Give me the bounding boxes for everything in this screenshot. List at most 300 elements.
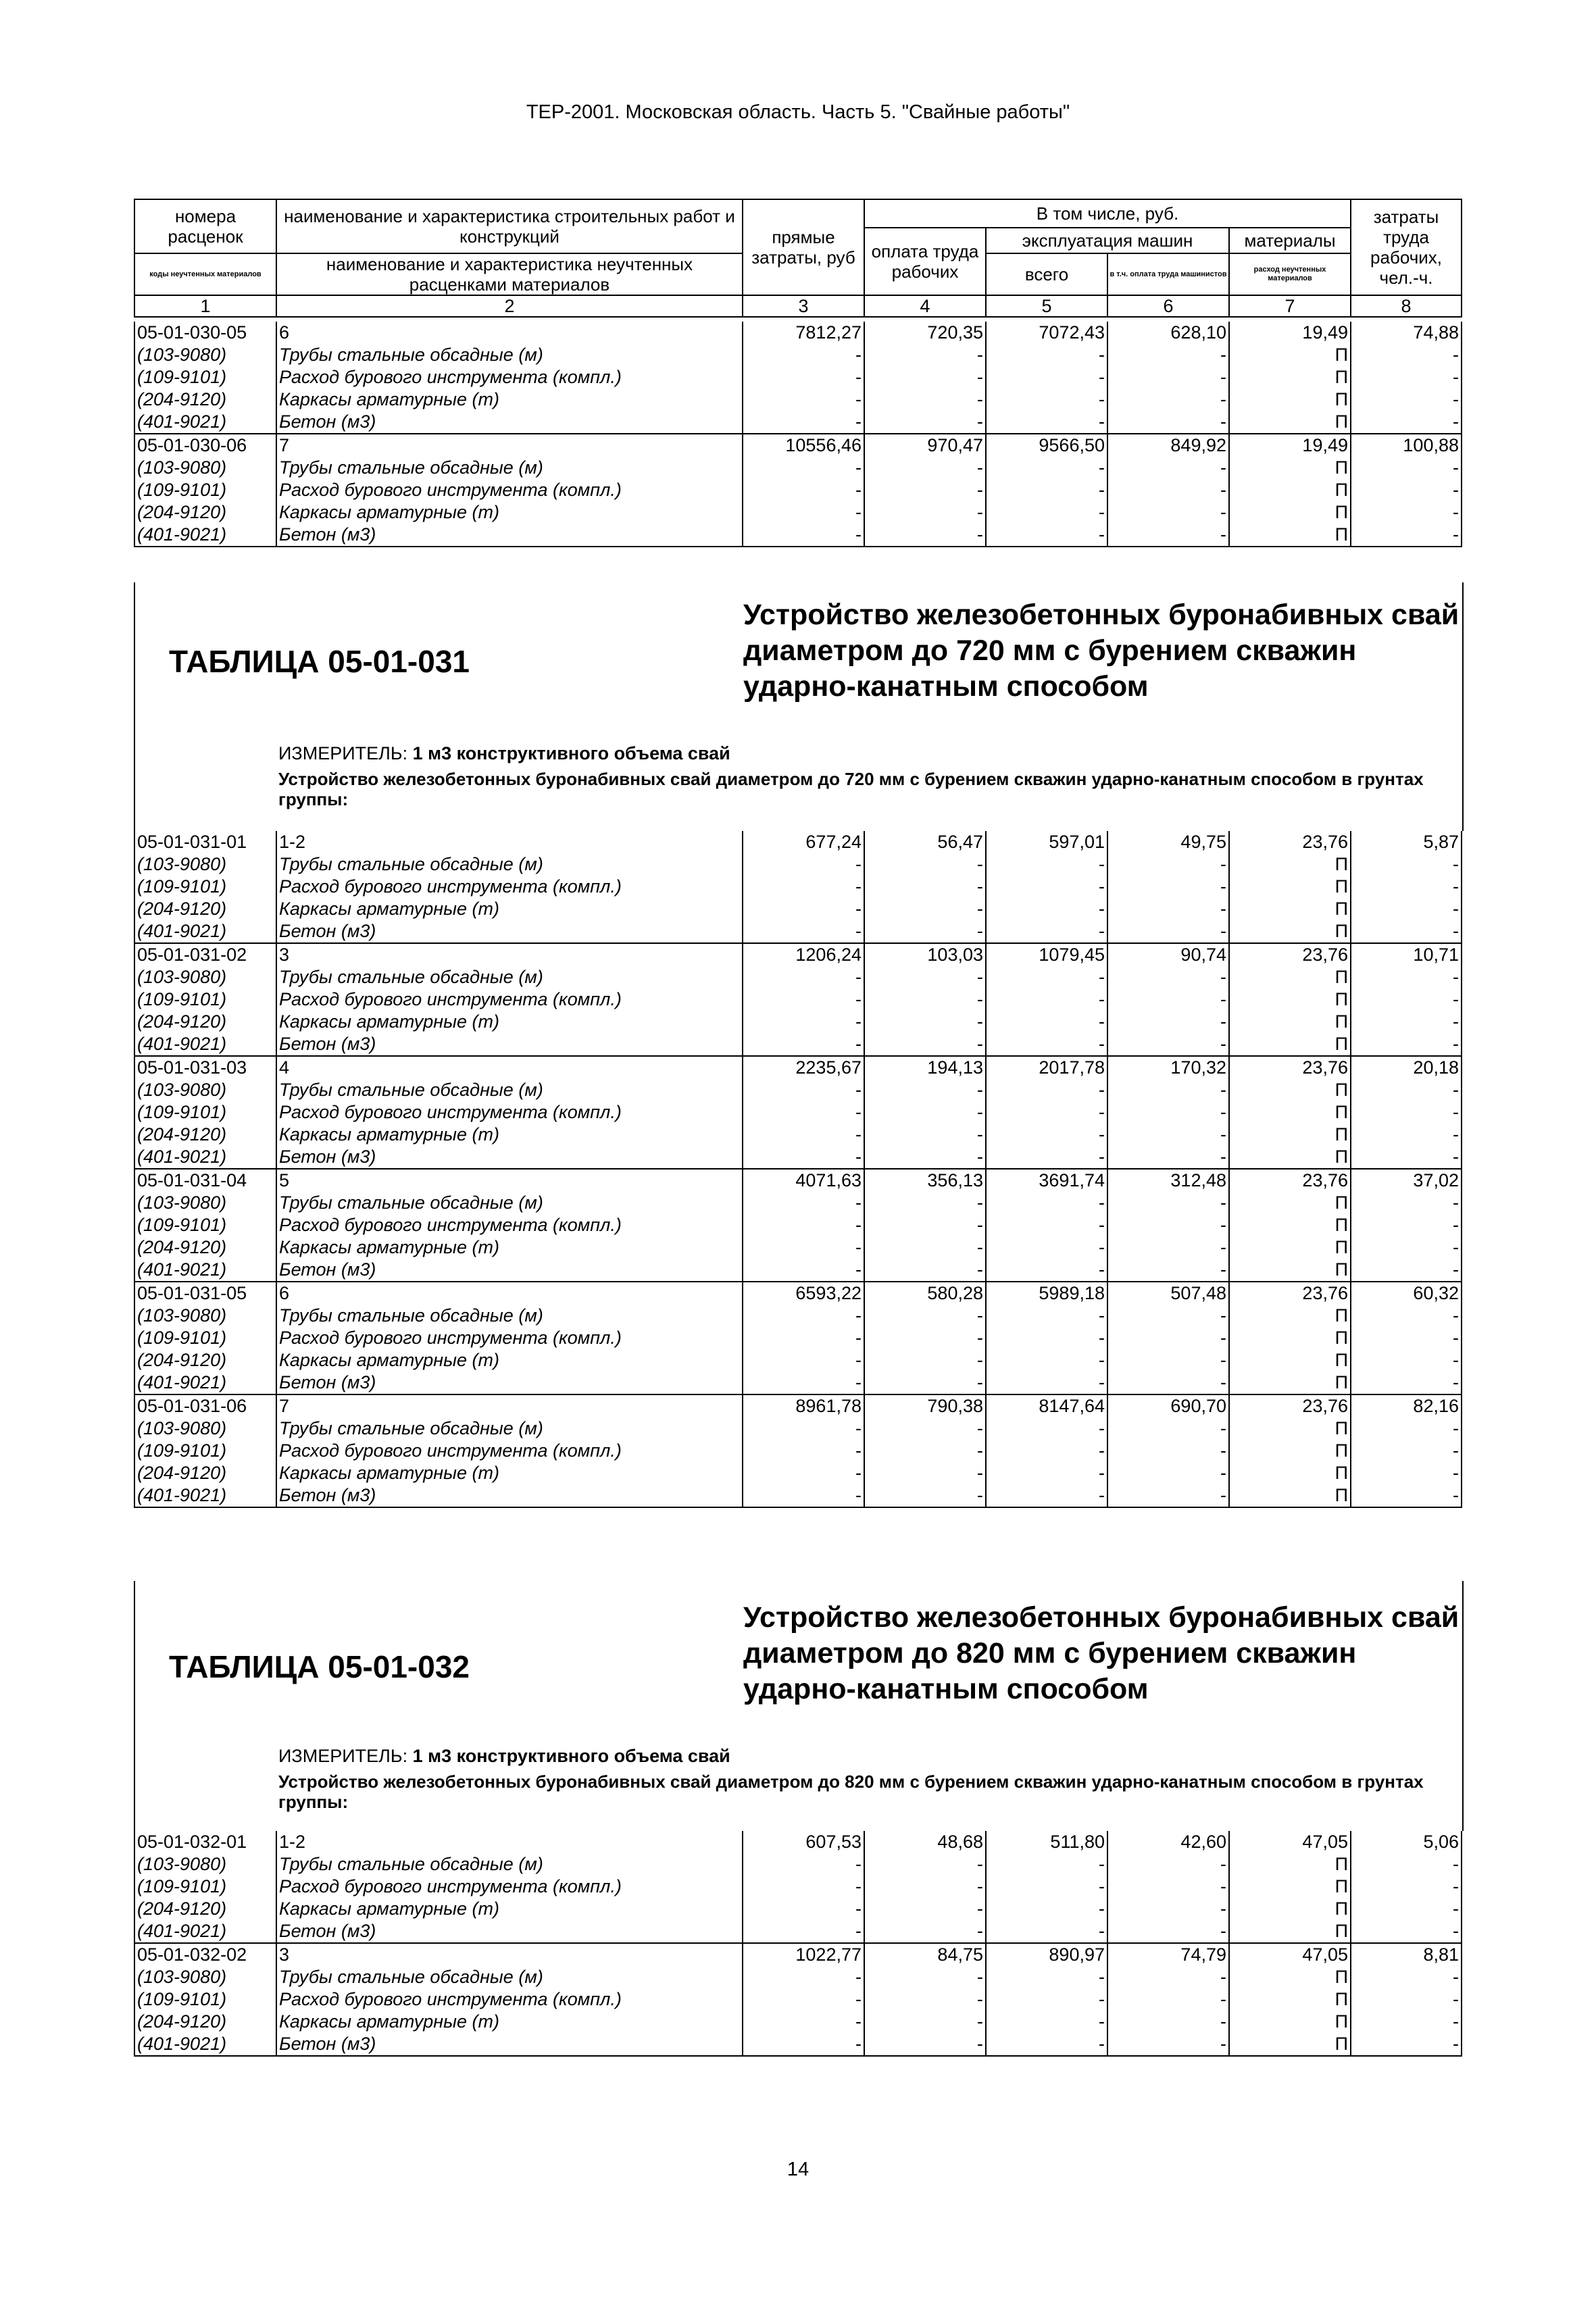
machines-total: 597,01 bbox=[986, 831, 1107, 853]
materials-mark: П bbox=[1229, 1146, 1351, 1169]
empty-value: - bbox=[1107, 344, 1229, 366]
resource-name: Каркасы арматурные (т) bbox=[276, 1236, 743, 1259]
resource-code: (109-9101) bbox=[134, 366, 276, 388]
resource-row bbox=[134, 1462, 1462, 1484]
empty-value: - bbox=[1107, 1372, 1229, 1394]
empty-value: - bbox=[986, 457, 1107, 479]
empty-value: - bbox=[1107, 1966, 1229, 1988]
materials-mark: П bbox=[1229, 876, 1351, 898]
rate-name: 7 bbox=[276, 1394, 743, 1417]
empty-value: - bbox=[743, 1192, 864, 1214]
empty-value: - bbox=[986, 1327, 1107, 1349]
empty-value: - bbox=[1351, 1192, 1462, 1214]
empty-value: - bbox=[743, 2011, 864, 2033]
resource-name: Расход бурового инструмента (компл.) bbox=[276, 1101, 743, 1124]
resource-row bbox=[134, 1440, 1462, 1462]
empty-value: - bbox=[1351, 1462, 1462, 1484]
section-05-01-031 bbox=[134, 582, 1464, 831]
direct-cost: 1206,24 bbox=[743, 943, 864, 966]
empty-value: - bbox=[986, 1349, 1107, 1372]
resource-row bbox=[134, 501, 1462, 524]
empty-value: - bbox=[986, 344, 1107, 366]
col-index: 4 bbox=[864, 295, 986, 317]
machines-total: 8147,64 bbox=[986, 1394, 1107, 1417]
resource-name: Бетон (м3) bbox=[276, 920, 743, 943]
empty-value: - bbox=[1107, 457, 1229, 479]
empty-value: - bbox=[864, 1079, 986, 1101]
empty-value: - bbox=[1351, 1920, 1462, 1943]
materials-mark: П bbox=[1229, 1214, 1351, 1236]
empty-value: - bbox=[1107, 1146, 1229, 1169]
empty-value: - bbox=[1107, 411, 1229, 434]
empty-value: - bbox=[986, 1259, 1107, 1282]
empty-value: - bbox=[743, 1349, 864, 1372]
empty-value: - bbox=[743, 1853, 864, 1876]
empty-value: - bbox=[986, 1192, 1107, 1214]
empty-value: - bbox=[1351, 898, 1462, 920]
resource-name: Расход бурового инструмента (компл.) bbox=[276, 1327, 743, 1349]
resource-code: (103-9080) bbox=[134, 1853, 276, 1876]
materials-mark: П bbox=[1229, 898, 1351, 920]
empty-value: - bbox=[1351, 2033, 1462, 2056]
empty-value: - bbox=[986, 501, 1107, 524]
rate-row bbox=[134, 434, 1462, 457]
labor-cost: 5,87 bbox=[1351, 831, 1462, 853]
machines-labor-pay: 170,32 bbox=[1107, 1056, 1229, 1079]
resource-code: (109-9101) bbox=[134, 479, 276, 501]
materials-mark: П bbox=[1229, 388, 1351, 411]
empty-value: - bbox=[864, 1898, 986, 1920]
resource-name: Каркасы арматурные (т) bbox=[276, 1011, 743, 1033]
empty-value: - bbox=[986, 1146, 1107, 1169]
empty-value: - bbox=[864, 1876, 986, 1898]
resource-code: (103-9080) bbox=[134, 457, 276, 479]
empty-value: - bbox=[1351, 344, 1462, 366]
col-index: 8 bbox=[1351, 295, 1462, 317]
direct-cost: 607,53 bbox=[743, 1831, 864, 1853]
resource-row bbox=[134, 1988, 1462, 2011]
empty-value: - bbox=[1107, 1214, 1229, 1236]
empty-value: - bbox=[986, 966, 1107, 988]
resource-code: (401-9021) bbox=[134, 1259, 276, 1282]
empty-value: - bbox=[1107, 988, 1229, 1011]
empty-value: - bbox=[1351, 1124, 1462, 1146]
resource-row bbox=[134, 1349, 1462, 1372]
materials-mark: П bbox=[1229, 457, 1351, 479]
empty-value: - bbox=[743, 388, 864, 411]
resource-name: Трубы стальные обсадные (м) bbox=[276, 344, 743, 366]
empty-value: - bbox=[1351, 411, 1462, 434]
col-codes-subheader: коды неучтенных материалов bbox=[134, 253, 276, 295]
empty-value: - bbox=[1351, 1417, 1462, 1440]
empty-value: - bbox=[743, 501, 864, 524]
empty-value: - bbox=[743, 1462, 864, 1484]
labor-pay: 970,47 bbox=[864, 434, 986, 457]
resource-row bbox=[134, 1327, 1462, 1349]
resource-row bbox=[134, 366, 1462, 388]
measure-line bbox=[278, 1746, 730, 1767]
machines-labor-pay: 507,48 bbox=[1107, 1282, 1229, 1305]
empty-value: - bbox=[743, 1033, 864, 1056]
resource-name: Расход бурового инструмента (компл.) bbox=[276, 1988, 743, 2011]
empty-value: - bbox=[986, 2033, 1107, 2056]
materials: 19,49 bbox=[1229, 322, 1351, 344]
empty-value: - bbox=[864, 988, 986, 1011]
materials-mark: П bbox=[1229, 1372, 1351, 1394]
section-description: Устройство железобетонных буронабивных свай диаметром до 720 мм с бурением скважин ударно-канатным способом в грунтах группы: bbox=[278, 769, 1424, 809]
resource-row bbox=[134, 1417, 1462, 1440]
empty-value: - bbox=[1107, 2011, 1229, 2033]
resource-name: Каркасы арматурные (т) bbox=[276, 1124, 743, 1146]
empty-value: - bbox=[1107, 2033, 1229, 2056]
empty-value: - bbox=[864, 853, 986, 876]
empty-value: - bbox=[864, 1101, 986, 1124]
empty-value: - bbox=[986, 898, 1107, 920]
measure-value: 1 м3 конструктивного объема свай bbox=[412, 1746, 730, 1766]
resource-code: (401-9021) bbox=[134, 1372, 276, 1394]
empty-value: - bbox=[1107, 1192, 1229, 1214]
empty-value: - bbox=[743, 1305, 864, 1327]
empty-value: - bbox=[1351, 1440, 1462, 1462]
materials-mark: П bbox=[1229, 1920, 1351, 1943]
rate-row bbox=[134, 1831, 1462, 1853]
resource-code: (103-9080) bbox=[134, 1966, 276, 1988]
rate-name: 3 bbox=[276, 1943, 743, 1966]
resource-code: (401-9021) bbox=[134, 920, 276, 943]
resource-row bbox=[134, 1898, 1462, 1920]
labor-pay: 194,13 bbox=[864, 1056, 986, 1079]
empty-value: - bbox=[986, 1236, 1107, 1259]
resource-row bbox=[134, 1236, 1462, 1259]
empty-value: - bbox=[864, 1033, 986, 1056]
empty-value: - bbox=[743, 457, 864, 479]
empty-value: - bbox=[986, 1033, 1107, 1056]
col-name-header: наименование и характеристика строительных работ и конструкций bbox=[276, 199, 743, 253]
empty-value: - bbox=[986, 479, 1107, 501]
resource-code: (109-9101) bbox=[134, 988, 276, 1011]
empty-value: - bbox=[1107, 524, 1229, 547]
machines-total: 890,97 bbox=[986, 1943, 1107, 1966]
machines-total: 2017,78 bbox=[986, 1056, 1107, 1079]
rate-code: 05-01-031-01 bbox=[134, 831, 276, 853]
empty-value: - bbox=[743, 1966, 864, 1988]
resource-name: Трубы стальные обсадные (м) bbox=[276, 966, 743, 988]
empty-value: - bbox=[986, 1440, 1107, 1462]
rate-code: 05-01-031-06 bbox=[134, 1394, 276, 1417]
rate-code: 05-01-031-05 bbox=[134, 1282, 276, 1305]
empty-value: - bbox=[743, 1484, 864, 1507]
resource-code: (204-9120) bbox=[134, 1124, 276, 1146]
rate-row bbox=[134, 1943, 1462, 1966]
col-machines-header: эксплуатация машин bbox=[986, 228, 1229, 253]
rate-row bbox=[134, 322, 1462, 344]
resource-name: Расход бурового инструмента (компл.) bbox=[276, 876, 743, 898]
machines-labor-pay: 628,10 bbox=[1107, 322, 1229, 344]
section-description: Устройство железобетонных буронабивных свай диаметром до 820 мм с бурением скважин ударно-канатным способом в грунтах группы: bbox=[278, 1771, 1424, 1812]
col-index: 1 bbox=[134, 295, 276, 317]
empty-value: - bbox=[1351, 1259, 1462, 1282]
resource-name: Трубы стальные обсадные (м) bbox=[276, 1079, 743, 1101]
empty-value: - bbox=[1107, 1417, 1229, 1440]
empty-value: - bbox=[1107, 898, 1229, 920]
empty-value: - bbox=[986, 388, 1107, 411]
col-incl-header: В том числе, руб. bbox=[864, 199, 1351, 228]
resource-name: Расход бурового инструмента (компл.) bbox=[276, 366, 743, 388]
materials: 47,05 bbox=[1229, 1831, 1351, 1853]
resource-name: Трубы стальные обсадные (м) bbox=[276, 1966, 743, 1988]
machines-labor-pay: 690,70 bbox=[1107, 1394, 1229, 1417]
machines-total: 3691,74 bbox=[986, 1169, 1107, 1192]
direct-cost: 10556,46 bbox=[743, 434, 864, 457]
resource-name: Бетон (м3) bbox=[276, 1259, 743, 1282]
empty-value: - bbox=[864, 2033, 986, 2056]
resource-name: Трубы стальные обсадные (м) bbox=[276, 853, 743, 876]
materials-mark: П bbox=[1229, 1484, 1351, 1507]
resource-row bbox=[134, 479, 1462, 501]
empty-value: - bbox=[986, 1966, 1107, 1988]
materials-mark: П bbox=[1229, 501, 1351, 524]
machines-labor-pay: 74,79 bbox=[1107, 1943, 1229, 1966]
empty-value: - bbox=[743, 344, 864, 366]
empty-value: - bbox=[743, 1011, 864, 1033]
empty-value: - bbox=[864, 1462, 986, 1484]
materials-mark: П bbox=[1229, 344, 1351, 366]
empty-value: - bbox=[743, 1101, 864, 1124]
empty-value: - bbox=[743, 479, 864, 501]
rate-name: 1-2 bbox=[276, 831, 743, 853]
empty-value: - bbox=[1107, 1236, 1229, 1259]
empty-value: - bbox=[864, 1011, 986, 1033]
materials-mark: П bbox=[1229, 1988, 1351, 2011]
empty-value: - bbox=[864, 920, 986, 943]
materials-mark: П bbox=[1229, 1101, 1351, 1124]
empty-value: - bbox=[1107, 1011, 1229, 1033]
col-index: 5 bbox=[986, 295, 1107, 317]
empty-value: - bbox=[986, 1876, 1107, 1898]
empty-value: - bbox=[864, 411, 986, 434]
empty-value: - bbox=[743, 1214, 864, 1236]
rate-row bbox=[134, 831, 1462, 853]
empty-value: - bbox=[743, 1124, 864, 1146]
empty-value: - bbox=[743, 1417, 864, 1440]
materials-mark: П bbox=[1229, 1876, 1351, 1898]
resource-name: Бетон (м3) bbox=[276, 1372, 743, 1394]
empty-value: - bbox=[864, 1214, 986, 1236]
materials: 47,05 bbox=[1229, 1943, 1351, 1966]
labor-pay: 580,28 bbox=[864, 1282, 986, 1305]
empty-value: - bbox=[864, 1349, 986, 1372]
empty-value: - bbox=[743, 411, 864, 434]
empty-value: - bbox=[1351, 2011, 1462, 2033]
machines-labor-pay: 849,92 bbox=[1107, 434, 1229, 457]
machines-labor-pay: 90,74 bbox=[1107, 943, 1229, 966]
measure-value: 1 м3 конструктивного объема свай bbox=[412, 743, 730, 763]
empty-value: - bbox=[1107, 479, 1229, 501]
labor-pay: 103,03 bbox=[864, 943, 986, 966]
materials-mark: П bbox=[1229, 1462, 1351, 1484]
rate-name: 6 bbox=[276, 1282, 743, 1305]
resource-name: Бетон (м3) bbox=[276, 411, 743, 434]
materials-mark: П bbox=[1229, 524, 1351, 547]
empty-value: - bbox=[1351, 479, 1462, 501]
empty-value: - bbox=[1351, 1305, 1462, 1327]
rate-code: 05-01-030-06 bbox=[134, 434, 276, 457]
empty-value: - bbox=[864, 1305, 986, 1327]
col-materials-subheader: расход неучтенных материалов bbox=[1229, 253, 1351, 295]
empty-value: - bbox=[1351, 1484, 1462, 1507]
empty-value: - bbox=[986, 1898, 1107, 1920]
rates-table-05-01-030 bbox=[134, 322, 1462, 547]
materials-mark: П bbox=[1229, 920, 1351, 943]
empty-value: - bbox=[743, 1988, 864, 2011]
resource-name: Каркасы арматурные (т) bbox=[276, 388, 743, 411]
resource-row bbox=[134, 1966, 1462, 1988]
materials: 23,76 bbox=[1229, 831, 1351, 853]
empty-value: - bbox=[1351, 388, 1462, 411]
col-direct-header: прямые затраты, руб bbox=[743, 199, 864, 295]
empty-value: - bbox=[743, 920, 864, 943]
resource-code: (204-9120) bbox=[134, 1349, 276, 1372]
resource-row bbox=[134, 2033, 1462, 2056]
rate-row bbox=[134, 1056, 1462, 1079]
empty-value: - bbox=[986, 876, 1107, 898]
materials-mark: П bbox=[1229, 1236, 1351, 1259]
labor-cost: 74,88 bbox=[1351, 322, 1462, 344]
resource-code: (204-9120) bbox=[134, 1236, 276, 1259]
rate-name: 4 bbox=[276, 1056, 743, 1079]
labor-cost: 37,02 bbox=[1351, 1169, 1462, 1192]
materials: 23,76 bbox=[1229, 1056, 1351, 1079]
empty-value: - bbox=[864, 1372, 986, 1394]
empty-value: - bbox=[864, 388, 986, 411]
rate-code: 05-01-031-02 bbox=[134, 943, 276, 966]
empty-value: - bbox=[1107, 1124, 1229, 1146]
materials-mark: П bbox=[1229, 1853, 1351, 1876]
materials-mark: П bbox=[1229, 1440, 1351, 1462]
empty-value: - bbox=[864, 1259, 986, 1282]
empty-value: - bbox=[986, 1853, 1107, 1876]
empty-value: - bbox=[1351, 1236, 1462, 1259]
resource-row bbox=[134, 2011, 1462, 2033]
empty-value: - bbox=[743, 898, 864, 920]
empty-value: - bbox=[986, 1124, 1107, 1146]
empty-value: - bbox=[864, 1236, 986, 1259]
empty-value: - bbox=[986, 920, 1107, 943]
empty-value: - bbox=[864, 366, 986, 388]
machines-labor-pay: 42,60 bbox=[1107, 1831, 1229, 1853]
empty-value: - bbox=[986, 1372, 1107, 1394]
empty-value: - bbox=[1107, 1853, 1229, 1876]
empty-value: - bbox=[743, 853, 864, 876]
section-title: Устройство железобетонных буронабивных свай диаметром до 720 мм с бурением скважин ударно-канатным способом bbox=[743, 599, 1460, 703]
empty-value: - bbox=[1351, 1853, 1462, 1876]
empty-value: - bbox=[743, 988, 864, 1011]
resource-code: (103-9080) bbox=[134, 966, 276, 988]
rate-row bbox=[134, 1282, 1462, 1305]
empty-value: - bbox=[864, 1417, 986, 1440]
resource-name: Расход бурового инструмента (компл.) bbox=[276, 1214, 743, 1236]
empty-value: - bbox=[1351, 457, 1462, 479]
empty-value: - bbox=[743, 1920, 864, 1943]
machines-labor-pay: 49,75 bbox=[1107, 831, 1229, 853]
resource-name: Каркасы арматурные (т) bbox=[276, 2011, 743, 2033]
resource-code: (109-9101) bbox=[134, 1214, 276, 1236]
rate-row bbox=[134, 1169, 1462, 1192]
materials-mark: П bbox=[1229, 1966, 1351, 1988]
empty-value: - bbox=[864, 1966, 986, 1988]
empty-value: - bbox=[1351, 1101, 1462, 1124]
empty-value: - bbox=[864, 1327, 986, 1349]
labor-cost: 5,06 bbox=[1351, 1831, 1462, 1853]
empty-value: - bbox=[743, 1259, 864, 1282]
empty-value: - bbox=[1351, 1327, 1462, 1349]
materials-mark: П bbox=[1229, 411, 1351, 434]
empty-value: - bbox=[864, 1920, 986, 1943]
labor-pay: 790,38 bbox=[864, 1394, 986, 1417]
table-label: ТАБЛИЦА 05-01-032 bbox=[169, 1649, 470, 1684]
empty-value: - bbox=[1351, 1146, 1462, 1169]
resource-code: (103-9080) bbox=[134, 1417, 276, 1440]
resource-name: Трубы стальные обсадные (м) bbox=[276, 1853, 743, 1876]
resource-row bbox=[134, 1079, 1462, 1101]
resource-name: Расход бурового инструмента (компл.) bbox=[276, 1876, 743, 1898]
empty-value: - bbox=[986, 524, 1107, 547]
empty-value: - bbox=[1107, 876, 1229, 898]
col-labor-cost-header: затраты труда рабочих, чел.-ч. bbox=[1351, 199, 1462, 295]
empty-value: - bbox=[1351, 1033, 1462, 1056]
resource-name: Трубы стальные обсадные (м) bbox=[276, 457, 743, 479]
resource-row bbox=[134, 1259, 1462, 1282]
labor-cost: 60,32 bbox=[1351, 1282, 1462, 1305]
direct-cost: 7812,27 bbox=[743, 322, 864, 344]
col-labor-pay-header: оплата труда рабочих bbox=[864, 228, 986, 295]
empty-value: - bbox=[986, 1101, 1107, 1124]
empty-value: - bbox=[864, 1440, 986, 1462]
resource-code: (103-9080) bbox=[134, 1192, 276, 1214]
empty-value: - bbox=[1107, 388, 1229, 411]
empty-value: - bbox=[864, 1988, 986, 2011]
col-index: 2 bbox=[276, 295, 743, 317]
empty-value: - bbox=[1351, 876, 1462, 898]
empty-value: - bbox=[1351, 1214, 1462, 1236]
empty-value: - bbox=[986, 1920, 1107, 1943]
col-machines-total-header: всего bbox=[986, 253, 1107, 295]
empty-value: - bbox=[1351, 1898, 1462, 1920]
direct-cost: 677,24 bbox=[743, 831, 864, 853]
resource-code: (401-9021) bbox=[134, 1146, 276, 1169]
resource-code: (103-9080) bbox=[134, 853, 276, 876]
materials-mark: П bbox=[1229, 2033, 1351, 2056]
measure-label: ИЗМЕРИТЕЛЬ: bbox=[278, 1746, 408, 1766]
resource-row bbox=[134, 920, 1462, 943]
materials-mark: П bbox=[1229, 479, 1351, 501]
machines-total: 9566,50 bbox=[986, 434, 1107, 457]
empty-value: - bbox=[864, 344, 986, 366]
resource-code: (204-9120) bbox=[134, 1462, 276, 1484]
empty-value: - bbox=[1351, 1966, 1462, 1988]
resource-name: Трубы стальные обсадные (м) bbox=[276, 1192, 743, 1214]
col-codes-header: номера расценок bbox=[134, 199, 276, 253]
machines-total: 7072,43 bbox=[986, 322, 1107, 344]
labor-pay: 356,13 bbox=[864, 1169, 986, 1192]
materials-mark: П bbox=[1229, 1898, 1351, 1920]
empty-value: - bbox=[986, 988, 1107, 1011]
resource-name: Бетон (м3) bbox=[276, 1484, 743, 1507]
empty-value: - bbox=[1351, 1372, 1462, 1394]
labor-cost: 10,71 bbox=[1351, 943, 1462, 966]
empty-value: - bbox=[1107, 1484, 1229, 1507]
resource-name: Бетон (м3) bbox=[276, 1920, 743, 1943]
